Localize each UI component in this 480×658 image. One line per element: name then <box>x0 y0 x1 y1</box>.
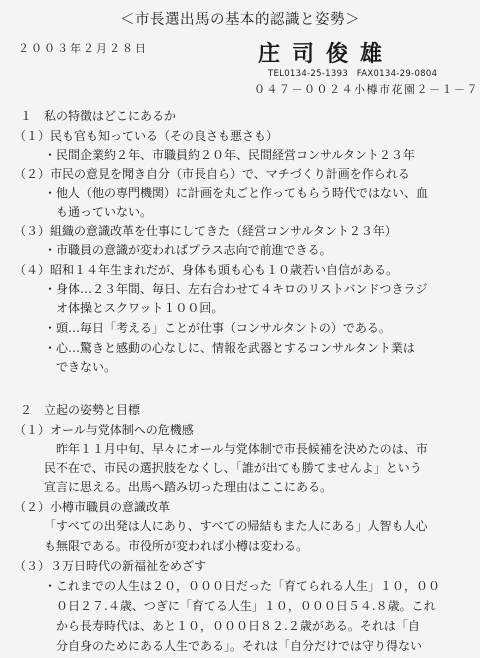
bullet-text: ・他人（他の専門機関）に計画を丸ごと作ってもらう時代ではない、血 <box>44 186 429 200</box>
item-label: （１）オール与党体制への危機感 <box>14 423 194 437</box>
bullet-text: ・市職員の意識が変わればプラス志向で前進できる。 <box>44 243 332 257</box>
bullet-text: も通っていない。 <box>56 205 153 219</box>
section1-heading: １ 私の特徴はどこにあるか <box>20 109 177 123</box>
paragraph-text: 「すべての出発は人にあり、すべての帰結もまた人にある」人智も人心 <box>44 519 428 533</box>
item-label: （３）組織の意識改革を仕事にしてきた（経営コンサルタント２３年） <box>14 224 397 238</box>
bullet-text: できない。 <box>56 360 117 374</box>
item-label: （２）市民の意見を聞き自分（市長自ら）で、マチづくり計画を作られる <box>14 167 410 181</box>
contact-phone-fax: TEL0134-25-1393 FAX0134-29-0804 <box>268 69 438 79</box>
author-address: ０４７－００２４小樽市花園２－１－７ <box>254 83 479 96</box>
item-label: （２）小樽市職員の意識改革 <box>14 500 171 514</box>
bullet-text: オ体操とスクワット１００回。 <box>56 301 224 315</box>
bullet-text: から長寿時代は、あと１０，０００日８２.２歳がある。それは「自 <box>56 619 420 633</box>
author-name: 庄司俊雄 <box>258 42 395 67</box>
section2-heading: ２ 立起の姿勢と目標 <box>20 403 141 417</box>
item-label: （４）昭和１４年生まれだが、身体も頭も心も１０歳若い自信がある。 <box>14 263 399 277</box>
bullet-text: 分自身のためにある人生である」。それは「自分だけでは守り得ない <box>56 639 423 653</box>
item-label: （３）３万日時代の新福祉をめざす <box>14 559 207 573</box>
document-date: ２００３年２月２８日 <box>18 42 148 55</box>
document-title: ＜市長選出馬の基本的認識と姿勢＞ <box>120 12 360 28</box>
bullet-text: ・身体…２３年間、毎日、左右合わせて４キロのリストバンドつきラジ <box>44 282 428 296</box>
bullet-text: ・頭…毎日「考える」ことが仕事（コンサルタントの）である。 <box>44 321 391 335</box>
bullet-text: ・心…驚きと感動の心なしに、情報を武器とするコンサルタント業は <box>44 341 415 355</box>
paragraph-text: も無限である。市役所が変われば小樽は変わる。 <box>44 539 309 553</box>
bullet-text: ０日２７.４歳、つぎに「育てる人生」１０，０００日５４.８歳。これ <box>56 599 436 613</box>
paragraph-text: 民不在で、市民の選択肢をなくし、「誰が出ても勝てませんよ」という <box>44 461 422 475</box>
paragraph-text: 宣言に思える。出馬へ踏み切った理由はここにある。 <box>44 480 333 494</box>
item-label: （１）民も官も知っている（その良さも悪さも） <box>14 129 279 143</box>
bullet-text: ・これまでの人生は２０，０００日だった「育てられる人生」１０，００ <box>44 579 441 593</box>
paragraph-text: 昨年１１月中旬、早々にオール与党体制で市長候補を決めたのは、市 <box>56 442 428 456</box>
bullet-text: ・民間企業約２年、市職員約２０年、民間経営コンサルタント２３年 <box>44 148 415 162</box>
